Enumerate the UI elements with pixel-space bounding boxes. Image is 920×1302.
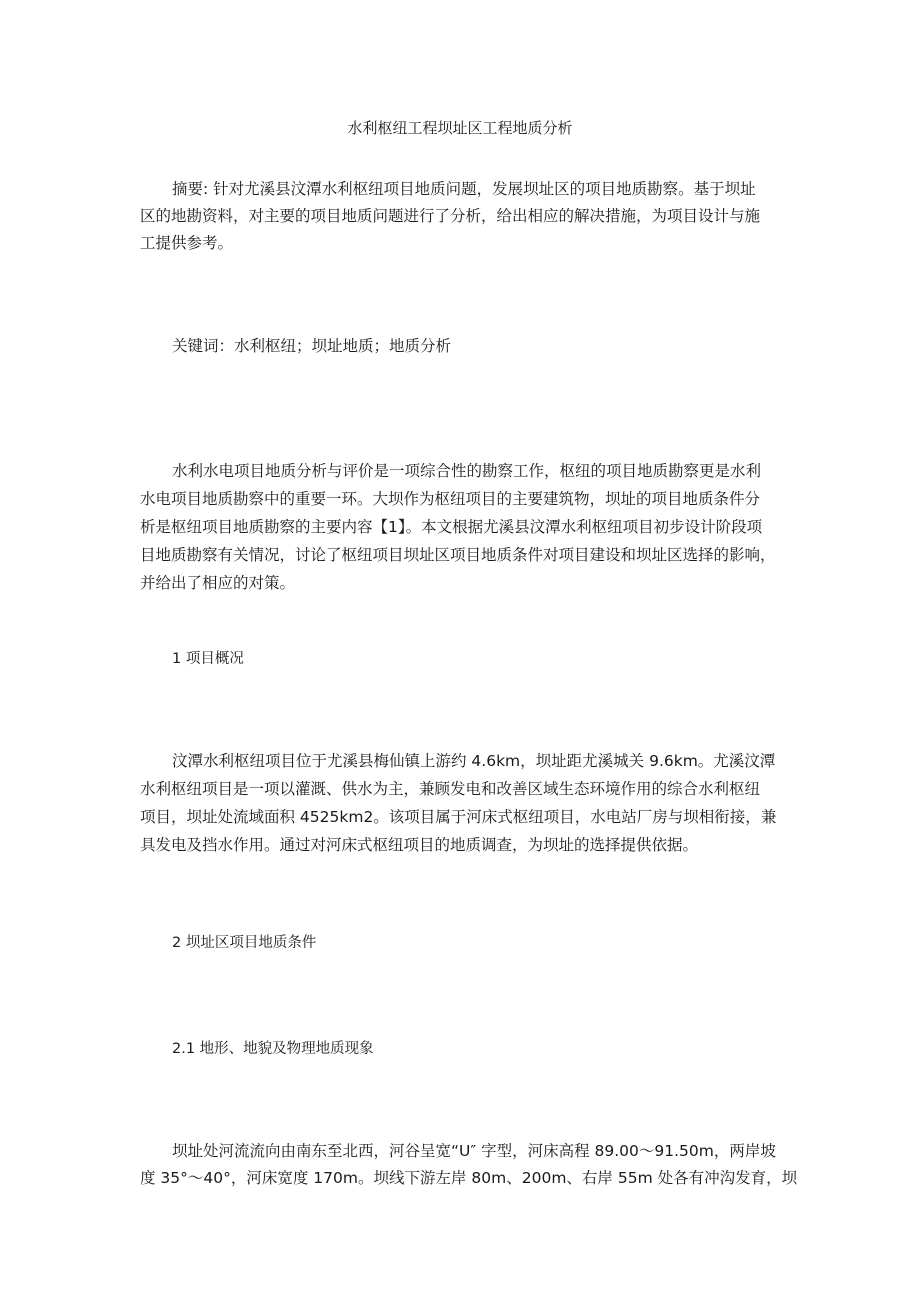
intro-line: 并给出了相应的对策。 (140, 574, 296, 592)
overview-line: 汶潭水利枢纽项目位于尤溪县梅仙镇上游约 4.6km，坝址距尤溪城关 9.6km。尤溪汶潭 (172, 752, 776, 770)
section-heading-1: 1 项目概况 (172, 651, 244, 667)
section-heading-2-1: 2.1 地形、地貌及物理地质现象 (172, 1041, 374, 1057)
keywords: 关键词：水利枢纽；坝址地质；地质分析 (172, 337, 452, 355)
terrain-line: 度 35°～40°，河床宽度 170m。坝线下游左岸 80m、200m、右岸 55m 处各有冲沟发育，坝 (140, 1169, 798, 1187)
document-title: 水利枢纽工程坝址区工程地质分析 (347, 119, 573, 137)
abstract-line: 工提供参考。 (140, 234, 234, 252)
overview-line: 水利枢纽项目是一项以灌溉、供水为主，兼顾发电和改善区域生态环境作用的综合水利枢纽 (140, 780, 761, 798)
intro-line: 析是枢纽项目地质勘察的主要内容【1】。本文根据尤溪县汶潭水利枢纽项目初步设计阶段项 (140, 518, 763, 536)
intro-line: 水电项目地质勘察中的重要一环。大坝作为枢纽项目的主要建筑物，坝址的项目地质条件分 (140, 490, 761, 508)
intro-line: 目地质勘察有关情况，讨论了枢纽项目坝址区项目地质条件对项目建设和坝址区选择的影响， (140, 546, 776, 564)
section-heading-2: 2 坝址区项目地质条件 (172, 935, 317, 951)
abstract-line: 摘要: 针对尤溪县汶潭水利枢纽项目地质问题，发展坝址区的项目地质勘察。基于坝址 (172, 180, 756, 198)
overview-line: 具发电及挡水作用。通过对河床式枢纽项目的地质调查，为坝址的选择提供依据。 (140, 836, 699, 854)
abstract-line: 区的地勘资料，对主要的项目地质问题进行了分析，给出相应的解决措施，为项目设计与施 (140, 207, 761, 225)
intro-line: 水利水电项目地质分析与评价是一项综合性的勘察工作，枢纽的项目地质勘察更是水利 (172, 462, 762, 480)
terrain-line: 坝址处河流流向由南东至北西，河谷呈宽“U″ 字型，河床高程 89.00～91.50m，两岸坡 (172, 1142, 776, 1160)
overview-line: 项目，坝址处流域面积 4525km2。该项目属于河床式枢纽项目，水电站厂房与坝相衔接，兼 (140, 808, 777, 826)
